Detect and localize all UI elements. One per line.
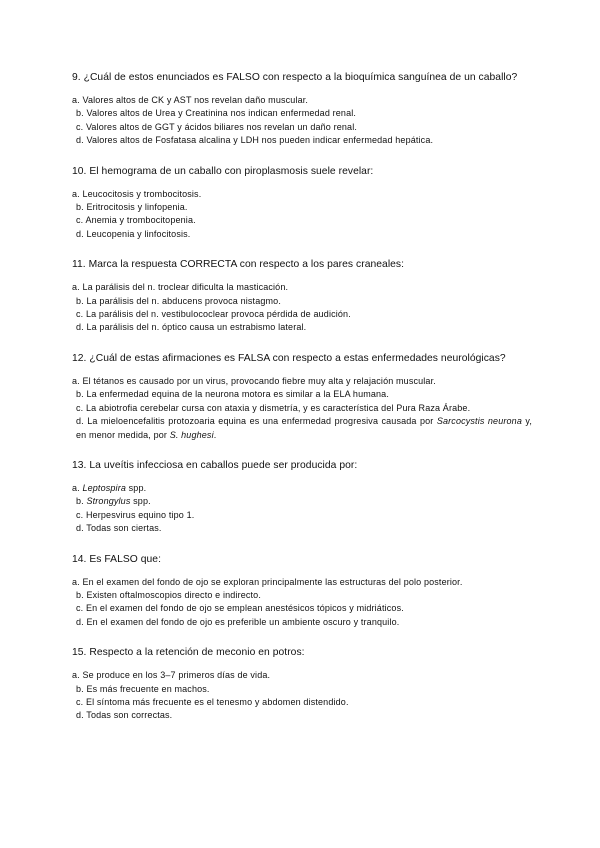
option-a: a. En el examen del fondo de ojo se exploran principalmente las estructuras del polo posterior. — [72, 576, 463, 587]
question-11-options — [72, 281, 532, 335]
option-d: d. La parálisis del n. óptico causa un estrabismo lateral. — [76, 322, 307, 333]
option-b: b. Es más frecuente en machos. — [76, 683, 210, 694]
question-9 — [72, 71, 532, 148]
option-b: b. Existen oftalmoscopios directo e indirecto. — [76, 589, 261, 600]
question-15 — [72, 646, 532, 723]
option-b-prefix: b. — [76, 496, 87, 507]
question-12-options — [72, 375, 532, 442]
option-b — [72, 495, 532, 508]
option-b: b. Eritrocitosis y linfopenia. — [76, 202, 188, 213]
question-10-stem: 10. El hemograma de un caballo con piroplasmosis suele revelar: — [72, 165, 374, 177]
question-14-stem: 14. Es FALSO que: — [72, 553, 161, 565]
option-d: d. Valores altos de Fosfatasa alcalina y LDH nos pueden indicar enfermedad hepática. — [76, 135, 434, 146]
option-c: c. Valores altos de GGT y ácidos biliares nos revelan un daño renal. — [76, 121, 358, 132]
option-b-genus: Strongylus — [86, 496, 131, 507]
option-a-suffix: spp. — [126, 482, 147, 493]
question-11-stem: 11. Marca la respuesta CORRECTA con respecto a los pares craneales: — [72, 259, 405, 271]
option-b: b. Valores altos de Urea y Creatinina nos indican enfermedad renal. — [76, 108, 357, 119]
option-a-prefix: a. — [72, 482, 83, 493]
question-12-stem: 12. ¿Cuál de estas afirmaciones es FALSA con respecto a estas enfermedades neurológicas? — [72, 352, 506, 364]
option-d-text-3: . — [213, 429, 217, 440]
question-11 — [72, 258, 532, 335]
option-c: c. La abiotrofia cerebelar cursa con ataxia y dismetría, y es característica del Pura Raza Árabe. — [76, 402, 471, 413]
question-list — [72, 71, 532, 740]
option-a: a. Se produce en los 3–7 primeros días de vida. — [72, 670, 271, 681]
option-c: c. La parálisis del n. vestibulococlear provoca pérdida de audición. — [76, 309, 351, 320]
option-d-species-2: S. hughesi — [169, 429, 214, 440]
option-d-species-1: Sarcocystis neurona — [436, 416, 522, 427]
question-13-options — [72, 482, 532, 536]
option-b: b. La parálisis del n. abducens provoca nistagmo. — [76, 295, 281, 306]
question-10-options — [72, 188, 532, 242]
option-d: d. Leucopenia y linfocitosis. — [76, 228, 191, 239]
question-13 — [72, 459, 532, 536]
option-a — [72, 482, 532, 495]
option-c: c. Herpesvirus equino tipo 1. — [76, 509, 195, 520]
option-b-suffix: spp. — [130, 496, 151, 507]
option-d: d. Todas son correctas. — [76, 710, 173, 721]
question-9-stem: 9. ¿Cuál de estos enunciados es FALSO con respecto a la bioquímica sanguínea de un caballo? — [72, 72, 518, 83]
question-15-options — [72, 669, 532, 723]
option-a: a. La parálisis del n. troclear dificulta la masticación. — [72, 282, 289, 293]
option-c: c. Anemia y trombocitopenia. — [76, 215, 196, 226]
question-15-stem: 15. Respecto a la retención de meconio en potros: — [72, 647, 305, 659]
option-d: d. En el examen del fondo de ojo es preferible un ambiente oscuro y tranquilo. — [76, 616, 400, 627]
option-b: b. La enfermedad equina de la neurona motora es similar a la ELA humana. — [76, 389, 389, 400]
question-12 — [72, 352, 532, 442]
option-c: c. En el examen del fondo de ojo se emplean anestésicos tópicos y midriáticos. — [76, 603, 404, 614]
option-a: a. Valores altos de CK y AST nos revelan daño muscular. — [72, 95, 309, 105]
option-d: d. Todas son ciertas. — [76, 523, 162, 534]
option-c: c. El síntoma más frecuente es el tenesmo y abdomen distendido. — [76, 696, 349, 707]
option-a: a. El tétanos es causado por un virus, provocando fiebre muy alta y relajación muscular. — [72, 375, 436, 386]
option-d — [72, 415, 532, 442]
question-10 — [72, 165, 532, 242]
option-d-text: d. La mieloencefalitis protozoaria equina es una enfermedad progresiva causada por — [76, 416, 434, 427]
question-14 — [72, 553, 532, 630]
option-a-genus: Leptospira — [82, 482, 126, 493]
question-13-stem: 13. La uveítis infecciosa en caballos puede ser producida por: — [72, 459, 358, 471]
question-14-options — [72, 576, 532, 630]
question-9-options — [72, 94, 532, 148]
option-a: a. Leucocitosis y trombocitosis. — [72, 188, 202, 199]
option-d-text-2: y, en menor medida, por — [76, 416, 533, 440]
